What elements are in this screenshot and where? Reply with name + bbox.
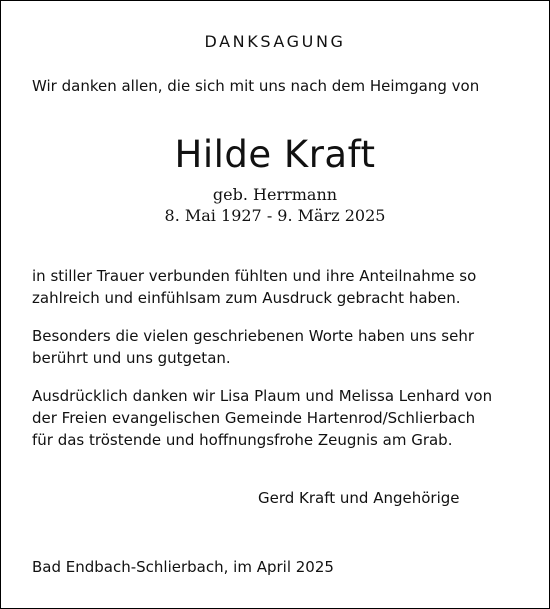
paragraph-line: für das tröstende und hoffnungsfrohe Zeugnis am Grab. xyxy=(32,431,453,449)
paragraph-sympathy xyxy=(32,265,532,309)
paragraph-line: zahlreich und einfühlsam zum Ausdruck gebracht haben. xyxy=(32,289,461,307)
paragraph-thanks xyxy=(32,385,532,451)
paragraph-words xyxy=(32,325,532,369)
place-and-date: Bad Endbach-Schlierbach, im April 2025 xyxy=(32,558,334,576)
paragraph-line: der Freien evangelischen Gemeinde Hartenrod/Schlierbach xyxy=(32,409,476,427)
paragraph-line: berührt und uns gutgetan. xyxy=(32,349,231,367)
intro-line: Wir danken allen, die sich mit uns nach dem Heimgang von xyxy=(32,77,480,95)
signature: Gerd Kraft und Angehörige xyxy=(258,489,460,507)
life-dates: 8. Mai 1927 - 9. März 2025 xyxy=(164,206,386,225)
birth-name: geb. Herrmann xyxy=(212,185,338,204)
notice-heading: DANKSAGUNG xyxy=(204,32,346,51)
paragraph-line: in stiller Trauer verbunden fühlten und ihre Anteilnahme so xyxy=(32,267,477,285)
paragraph-line: Ausdrücklich danken wir Lisa Plaum und Melissa Lenhard von xyxy=(32,387,493,405)
paragraph-line: Besonders die vielen geschriebenen Worte haben uns sehr xyxy=(32,327,475,345)
deceased-name: Hilde Kraft xyxy=(174,133,376,176)
